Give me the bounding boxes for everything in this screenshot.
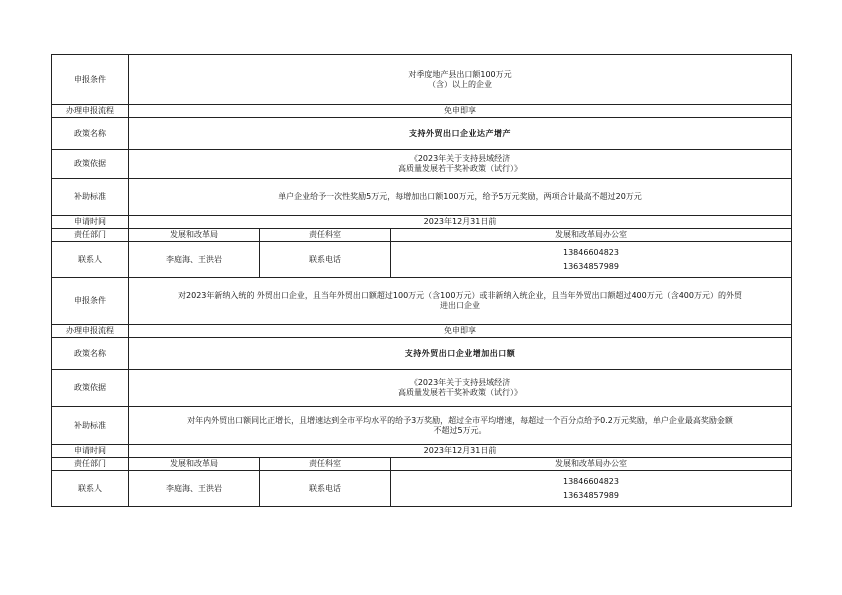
- apply-time-label: 申请时间: [52, 216, 129, 229]
- subsidy-value: [129, 179, 792, 216]
- contact-label: 联系人: [52, 242, 129, 278]
- phone-value: [391, 471, 792, 507]
- process-value: 免申即享: [129, 105, 792, 118]
- subsidy-label: 补助标准: [52, 407, 129, 445]
- policy-table: [51, 54, 792, 507]
- phone-number: 13846604823: [563, 476, 619, 486]
- apply-time-value: 2023年12月31日前: [129, 445, 792, 458]
- row-conditions: [52, 55, 792, 105]
- subsidy-value: [129, 407, 792, 445]
- process-value: 免申即享: [129, 325, 792, 338]
- policy-name-label: 政策名称: [52, 118, 129, 150]
- process-label: 办理申报流程: [52, 325, 129, 338]
- phone-number: 13634857989: [563, 490, 619, 500]
- policy-basis-line: 《2023年关于支持县域经济: [409, 154, 511, 163]
- row-subsidy: [52, 179, 792, 216]
- contact-value: 李庭海、王洪岩: [129, 471, 260, 507]
- row-policy-name: [52, 338, 792, 370]
- subsidy-line: 单户企业给予一次性奖励5万元，每增加出口额100万元，给予5万元奖励，两项合计最高不超过20万元: [278, 192, 642, 201]
- conditions-value: [129, 55, 792, 105]
- phone-label: 联系电话: [260, 471, 391, 507]
- apply-time-label: 申请时间: [52, 445, 129, 458]
- row-dept: [52, 458, 792, 471]
- process-label: 办理申报流程: [52, 105, 129, 118]
- conditions-line: 对2023年新纳入统的 外贸出口企业，且当年外贸出口额超过100万元（含100万元）或非新纳入统企业，且当年外贸出口额超过400万元（含400万元）的外贸: [178, 291, 742, 300]
- office-value: 发展和改革局办公室: [391, 458, 792, 471]
- dept-value: 发展和改革局: [129, 229, 260, 242]
- dept-label: 责任部门: [52, 229, 129, 242]
- office-label: 责任科室: [260, 458, 391, 471]
- office-value: 发展和改革局办公室: [391, 229, 792, 242]
- subsidy-line: 不超过5万元。: [433, 425, 487, 435]
- phone-number: 13634857989: [563, 261, 619, 271]
- policy-basis-value: [129, 150, 792, 179]
- apply-time-value: 2023年12月31日前: [129, 216, 792, 229]
- policy-basis-label: 政策依据: [52, 150, 129, 179]
- policy-basis-line: 《2023年关于支持县域经济: [409, 378, 511, 387]
- policy-basis-value: [129, 370, 792, 407]
- policy-name: 支持外贸出口企业达产增产: [129, 118, 792, 150]
- policy-basis-label: 政策依据: [52, 370, 129, 407]
- row-contact: [52, 471, 792, 507]
- row-process: [52, 105, 792, 118]
- row-apply-time: [52, 445, 792, 458]
- policy-basis-line: 高质量发展若干奖补政策（试行）》: [398, 388, 522, 397]
- row-policy-basis: [52, 150, 792, 179]
- row-policy-basis: [52, 370, 792, 407]
- phone-value: [391, 242, 792, 278]
- phone-number: 13846604823: [563, 247, 619, 257]
- row-process: [52, 325, 792, 338]
- subsidy-line: 对年内外贸出口额同比正增长，且增速达到全市平均水平的给予3万奖励，超过全市平均增速，每超过一个百分点给予0.2万元奖励，单户企业最高奖励金额: [187, 415, 733, 425]
- row-contact: [52, 242, 792, 278]
- office-label: 责任科室: [260, 229, 391, 242]
- conditions-line: 进出口企业: [440, 301, 480, 310]
- row-policy-name: [52, 118, 792, 150]
- conditions-line: （含）以上的企业: [428, 79, 492, 89]
- row-conditions: [52, 278, 792, 325]
- row-dept: [52, 229, 792, 242]
- policy-basis-line: 高质量发展若干奖补政策（试行）》: [398, 164, 522, 173]
- conditions-label: 申报条件: [52, 55, 129, 105]
- dept-value: 发展和改革局: [129, 458, 260, 471]
- row-apply-time: [52, 216, 792, 229]
- contact-label: 联系人: [52, 471, 129, 507]
- contact-value: 李庭海、王洪岩: [129, 242, 260, 278]
- row-subsidy: [52, 407, 792, 445]
- policy-name: 支持外贸出口企业增加出口额: [129, 338, 792, 370]
- policy-name-label: 政策名称: [52, 338, 129, 370]
- conditions-value: [129, 278, 792, 325]
- dept-label: 责任部门: [52, 458, 129, 471]
- subsidy-label: 补助标准: [52, 179, 129, 216]
- conditions-line: 对季度地产县出口额100万元: [408, 69, 512, 79]
- phone-label: 联系电话: [260, 242, 391, 278]
- conditions-label: 申报条件: [52, 278, 129, 325]
